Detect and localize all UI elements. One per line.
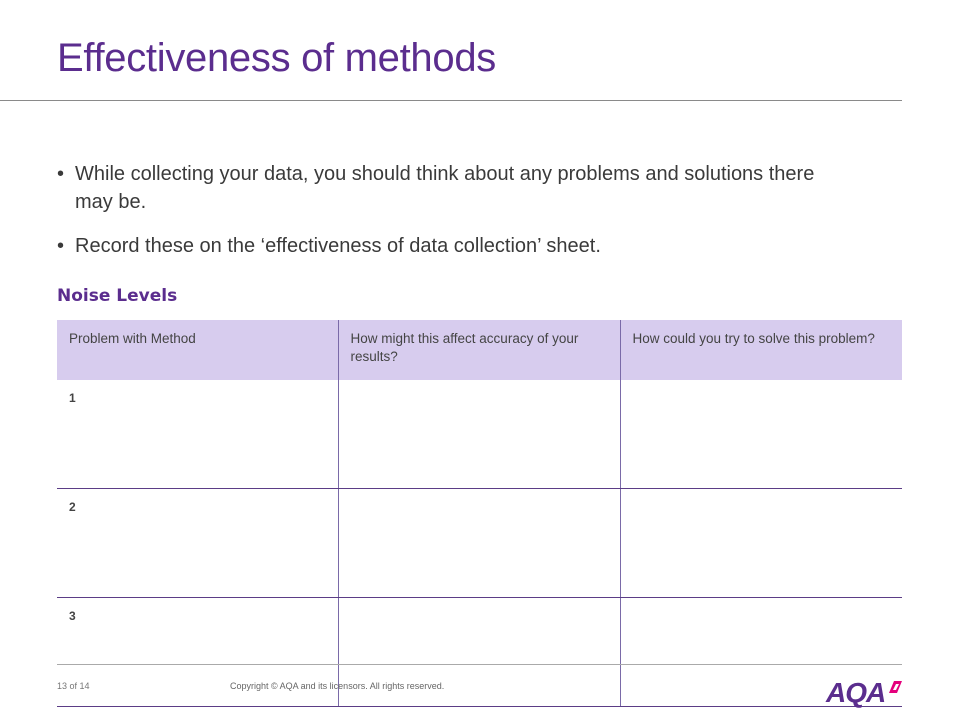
solution-cell[interactable]: [620, 380, 902, 489]
section-heading: Noise Levels: [57, 286, 178, 306]
title-divider: [0, 100, 902, 101]
bullet-item: [57, 160, 857, 216]
effectiveness-table: [57, 320, 902, 707]
table-row: [57, 598, 902, 707]
table-row: [57, 380, 902, 489]
row-number: 2: [69, 500, 76, 514]
footer-divider: [57, 664, 902, 665]
bullet-dot-icon: •: [57, 163, 65, 185]
page-number: [57, 681, 90, 691]
table-header-row: [57, 320, 902, 380]
table-row: [57, 489, 902, 598]
solution-cell[interactable]: [620, 489, 902, 598]
page-total: of 14: [69, 681, 90, 691]
bullet-text: Record these on the ‘effectiveness of data collection’ sheet.: [75, 235, 601, 257]
bullet-text: While collecting your data, you should think about any problems and solutions there may be.: [75, 163, 815, 213]
bullet-item: [57, 232, 857, 260]
row-number: 3: [69, 609, 76, 623]
header-problem: Problem with Method: [57, 320, 338, 380]
bullet-dot-icon: •: [57, 235, 65, 257]
accuracy-cell[interactable]: [338, 489, 620, 598]
copyright-text: Copyright © AQA and its licensors. All rights reserved.: [230, 681, 445, 691]
accuracy-cell[interactable]: [338, 380, 620, 489]
aqa-logo: [826, 677, 906, 709]
problem-cell[interactable]: [57, 489, 338, 598]
logo-mark-icon: [887, 679, 903, 695]
logo-text: AQA: [826, 677, 886, 708]
header-solution: How could you try to solve this problem?: [620, 320, 902, 380]
page-current: 13: [57, 681, 68, 691]
problem-cell[interactable]: [57, 380, 338, 489]
header-accuracy: How might this affect accuracy of your results?: [338, 320, 620, 380]
slide-title: Effectiveness of methods: [57, 36, 496, 80]
row-number: 1: [69, 391, 76, 405]
bullet-list: [57, 160, 857, 276]
